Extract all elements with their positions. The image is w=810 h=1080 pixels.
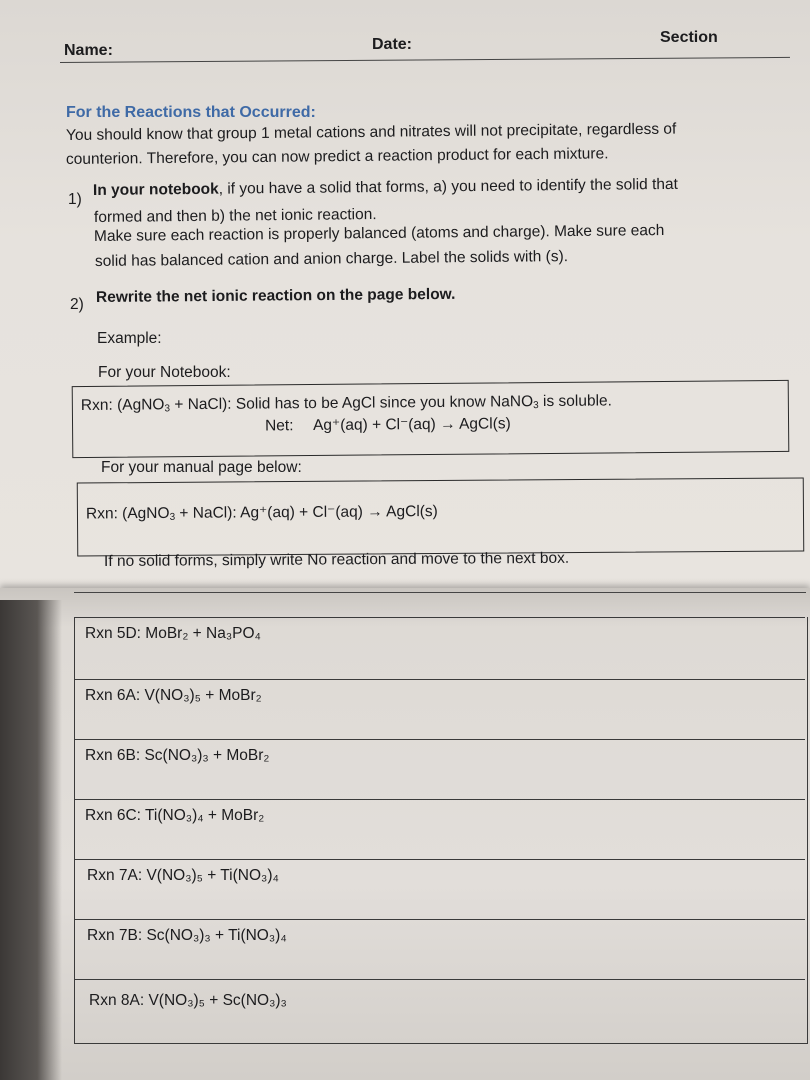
step-1-line-1	[93, 174, 678, 202]
step-1-line-4: solid has balanced cation and anion charge. Label the solids with (s).	[94, 248, 569, 270]
reaction-row-6c[interactable]	[75, 799, 805, 860]
notebook-net-label: Net:	[264, 417, 294, 435]
no-solid-note: If no solid forms, simply write No reaction and move to the next box.	[103, 549, 570, 570]
reaction-label: Rxn 6B: Sc(NO₃)₃ + MoBr₂	[85, 747, 270, 764]
step-1-line-2: formed and then b) the net ionic reaction.	[93, 206, 377, 226]
notebook-rxn-sub2: 3	[533, 400, 539, 412]
reaction-row-6a[interactable]	[75, 679, 805, 740]
reaction-row-8a[interactable]	[75, 979, 805, 1042]
step-2-instruction: Rewrite the net ionic reaction on the page below.	[95, 285, 456, 306]
notebook-net-equation: Ag⁺(aq) + Cl⁻(aq) → AgCl(s)	[312, 415, 511, 435]
page-shadow	[0, 600, 62, 1080]
intro-line-2: counterion. Therefore, you can now predict a reaction product for each mixture.	[65, 145, 609, 168]
reaction-row-5d[interactable]	[75, 617, 805, 678]
name-label: Name:	[64, 42, 113, 59]
table-top-rule	[74, 592, 806, 593]
step-1-rest: , if you have a solid that forms, a) you need to identify the solid that	[218, 175, 679, 198]
reaction-label: Rxn 5D: MoBr₂ + Na₃PO₄	[85, 625, 261, 642]
manual-rxn-prefix: Rxn: (AgNO	[85, 504, 170, 523]
notebook-rxn-sub: 3	[164, 403, 171, 415]
manual-rxn-line	[86, 501, 438, 529]
reaction-row-6b[interactable]	[75, 739, 805, 800]
reaction-label: Rxn 6C: Ti(NO₃)₄ + MoBr₂	[85, 807, 265, 824]
notebook-rxn-prefix: Rxn: (AgNO	[80, 396, 165, 415]
reaction-row-7a[interactable]	[75, 859, 805, 920]
section-label: Section	[660, 29, 718, 46]
reaction-label: Rxn 7B: Sc(NO₃)₃ + Ti(NO₃)₄	[87, 927, 287, 944]
header-rule	[60, 57, 790, 63]
notebook-rxn-mid: + NaCl): Solid has to be AgCl since you know NaNO	[169, 393, 534, 414]
notebook-example-box	[72, 380, 790, 458]
manual-example-box	[77, 477, 804, 556]
reaction-table	[74, 617, 808, 1044]
reaction-label: Rxn 8A: V(NO₃)₅ + Sc(NO₃)₃	[89, 992, 287, 1009]
reaction-label: Rxn 6A: V(NO₃)₅ + MoBr₂	[85, 687, 262, 704]
example-label: Example:	[97, 330, 162, 347]
notebook-label: For your Notebook:	[98, 364, 231, 381]
notebook-rxn-end: is soluble.	[538, 392, 612, 411]
reaction-row-7b[interactable]	[75, 919, 805, 980]
manual-label: For your manual page below:	[101, 459, 302, 476]
step-1-line-3: Make sure each reaction is properly balanced (atoms and charge). Make sure each	[93, 222, 665, 245]
step-1-bold: In your notebook	[92, 180, 219, 199]
reaction-label: Rxn 7A: V(NO₃)₅ + Ti(NO₃)₄	[87, 867, 279, 884]
manual-rxn-rest: + NaCl): Ag⁺(aq) + Cl⁻(aq) → AgCl(s)	[175, 503, 438, 522]
date-label: Date:	[372, 36, 413, 53]
step-2-number: 2)	[70, 296, 84, 313]
manual-rxn-sub: 3	[169, 511, 176, 523]
intro-line-1: You should know that group 1 metal cations and nitrates will not precipitate, regardless of	[65, 120, 677, 144]
reactions-title: For the Reactions that Occurred:	[66, 104, 316, 121]
step-1-number: 1)	[68, 191, 82, 208]
